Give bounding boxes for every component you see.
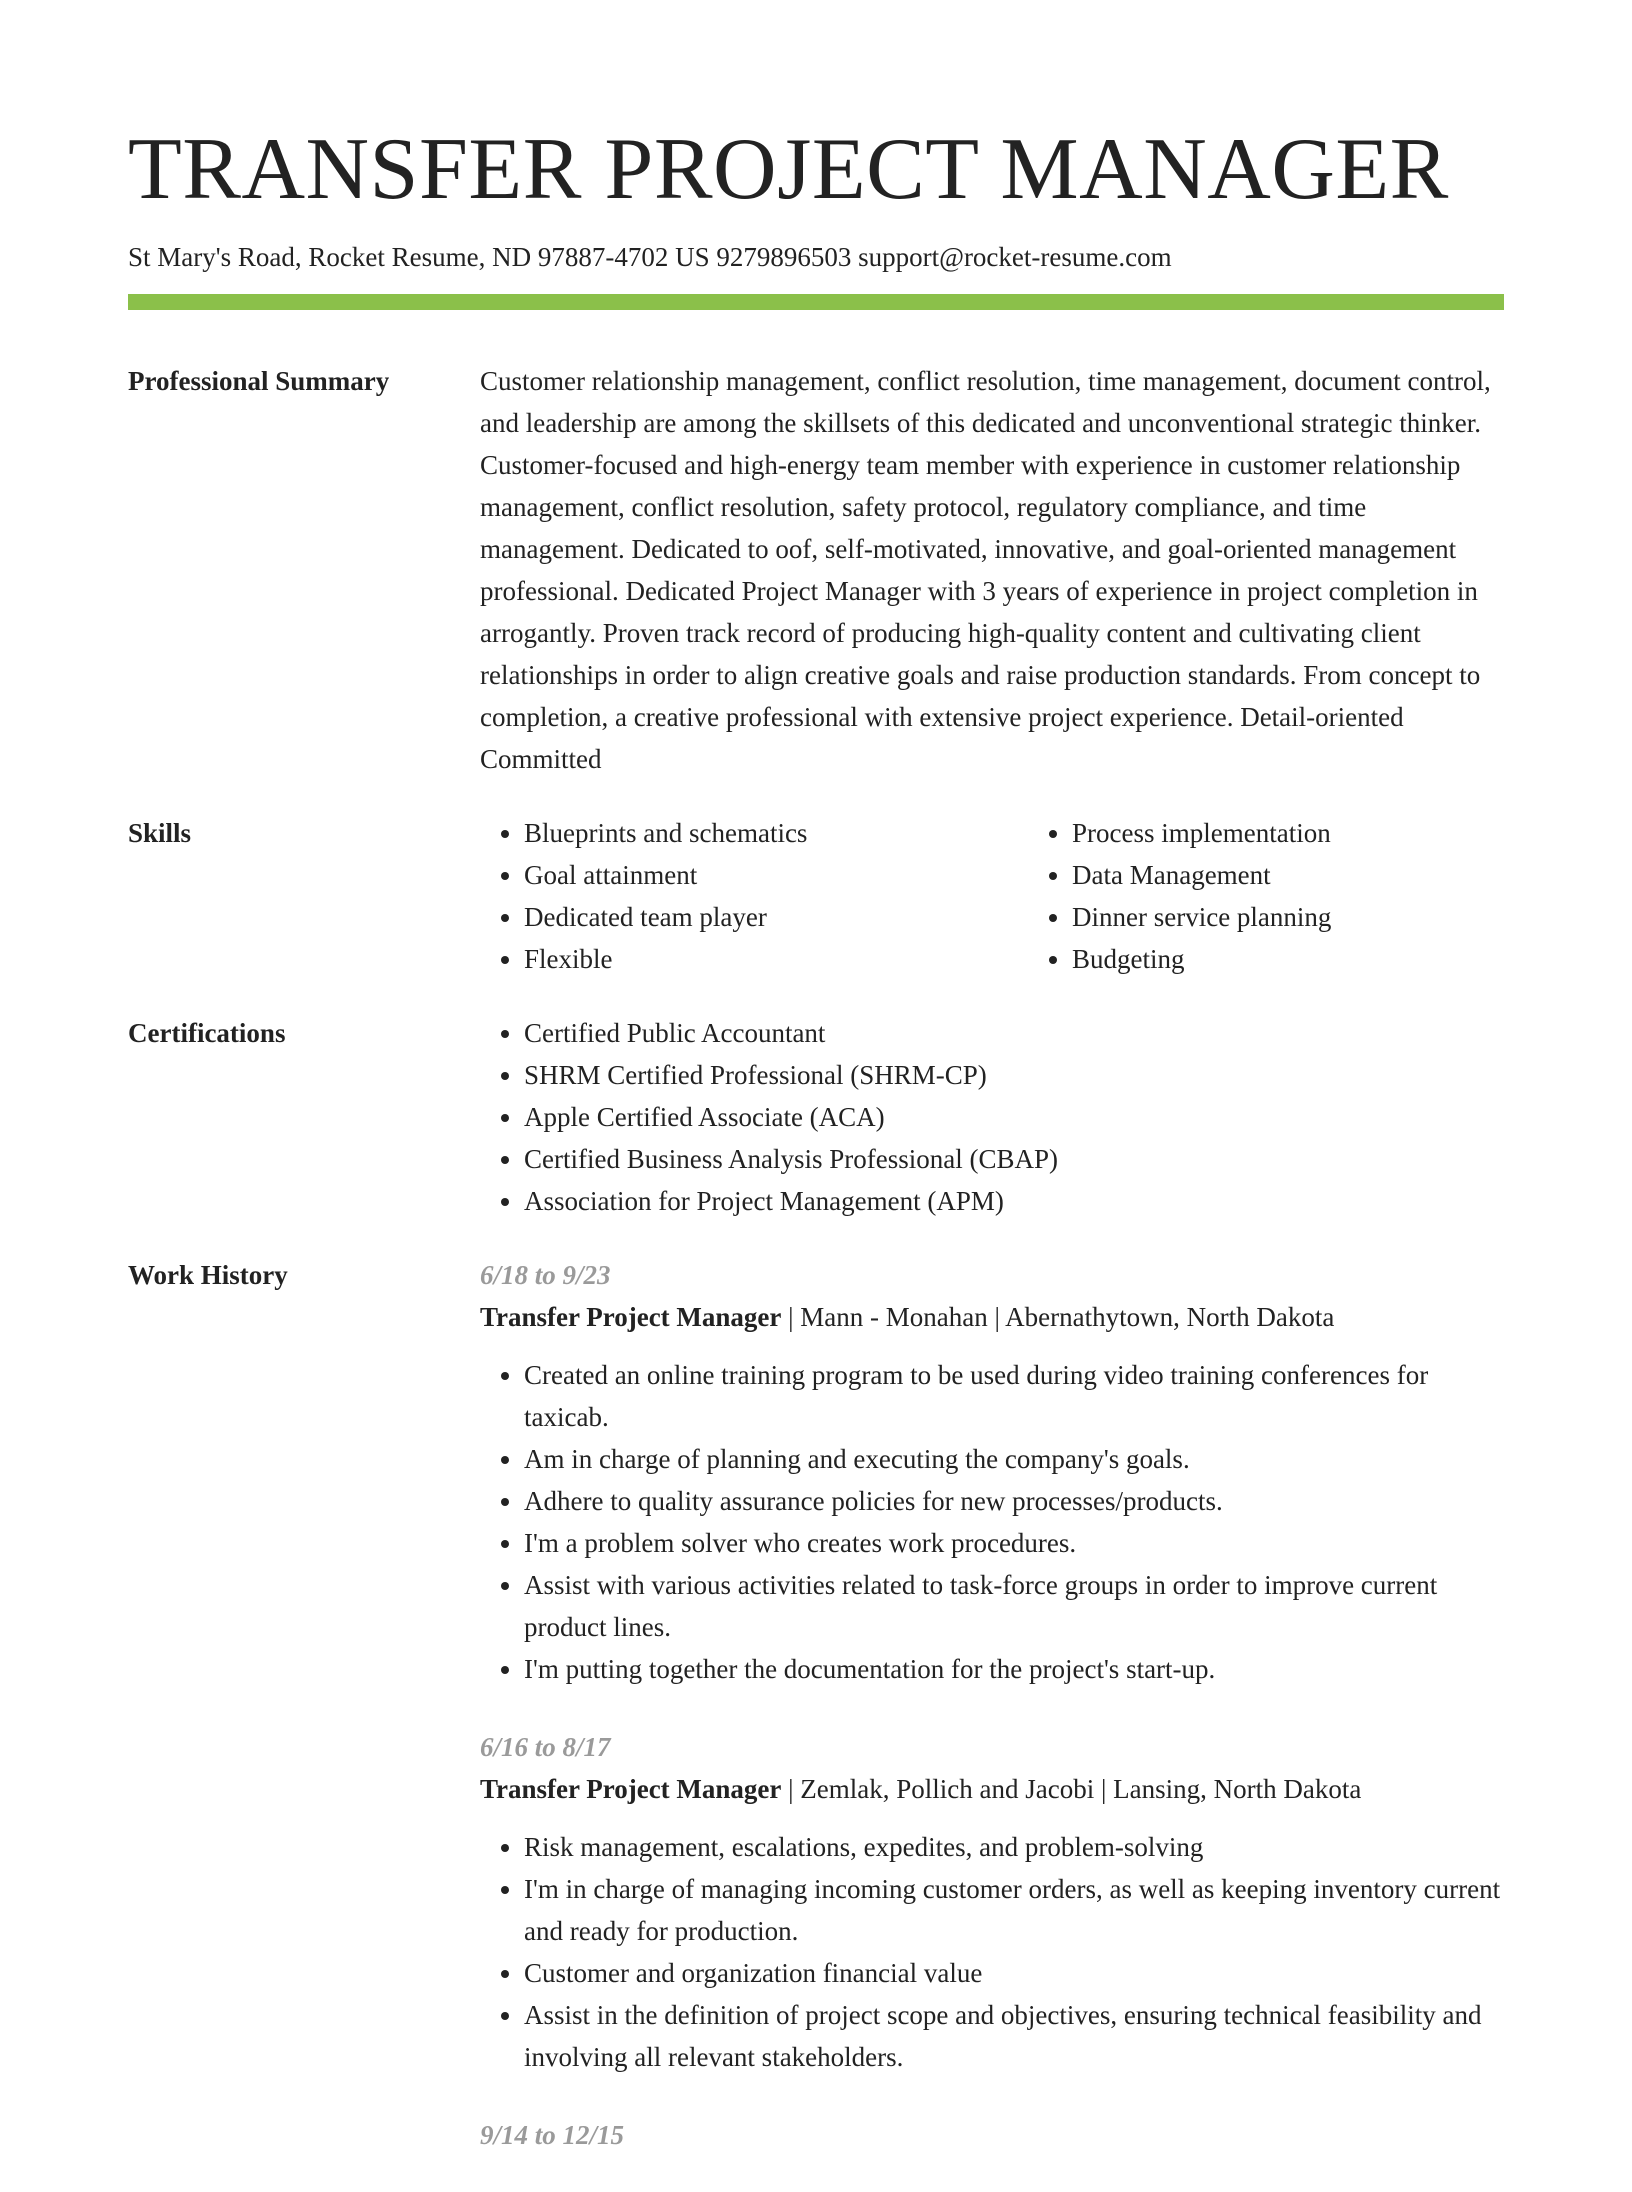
skill-item: • Dinner service planning — [1072, 896, 1576, 938]
skills-list-left — [480, 812, 1028, 980]
skill-item: • Process implementation — [1072, 812, 1576, 854]
certifications-list — [480, 1012, 1504, 1222]
job-heading — [480, 1768, 1504, 1810]
job-entry — [480, 1254, 1504, 1690]
certification-item: • SHRM Certified Professional (SHRM-CP) — [524, 1054, 1504, 1096]
job-dates: 6/16 to 8/17 — [480, 1732, 611, 1762]
summary-text: Customer relationship management, conflict resolution, time management, document control, and leadership are among the skillsets of this dedicated and unconventional strategic thinker. Customer-focused and high-energy team member with experience in customer relationship management, conflict resolution, safety protocol, regulatory compliance, and time management. Dedicated to oof, self-motivated, innovative, and goal-oriented management professional. Dedicated Project Manager with 3 years of experience in project completion in arrogantly. Proven track record of producing high-quality content and cultivating client relationships in order to align creative goals and raise production standards. From concept to completion, a creative professional with extensive project experience. Detail-oriented Committed — [480, 366, 1491, 774]
job-entry — [480, 2114, 1504, 2156]
skills-label: Skills — [128, 818, 192, 848]
work-history-section — [128, 1254, 1504, 2192]
job-bullet: • Risk management, escalations, expedites, and problem-solving — [524, 1826, 1504, 1868]
certification-item: • Apple Certified Associate (ACA) — [524, 1096, 1504, 1138]
job-bullet: • I'm putting together the documentation for the project's start-up. — [524, 1648, 1504, 1690]
job-title: Transfer Project Manager — [480, 1774, 782, 1804]
summary-label: Professional Summary — [128, 366, 390, 396]
job-bullet: • Assist with various activities related to task-force groups in order to improve current product lines. — [524, 1564, 1504, 1648]
work-history-body — [480, 1254, 1504, 2192]
skills-section — [128, 812, 1504, 980]
job-title: Transfer Project Manager — [480, 1302, 782, 1332]
resume-page — [128, 0, 1504, 2192]
contact-line: St Mary's Road, Rocket Resume, ND 97887-4702 US 9279896503 support@rocket-resume.com — [128, 242, 1172, 272]
job-bullet: • Adhere to quality assurance policies for new processes/products. — [524, 1480, 1504, 1522]
skill-item: • Dedicated team player — [524, 896, 1028, 938]
job-dates: 6/18 to 9/23 — [480, 1260, 611, 1290]
skills-columns — [480, 812, 1576, 980]
job-bullet: • Created an online training program to be used during video training conferences for taxicab. — [524, 1354, 1504, 1438]
summary-section — [128, 360, 1504, 780]
skill-item: • Goal attainment — [524, 854, 1028, 896]
certifications-label: Certifications — [128, 1018, 286, 1048]
job-bullet: • Am in charge of planning and executing the company's goals. — [524, 1438, 1504, 1480]
certification-item: • Certified Business Analysis Professional (CBAP) — [524, 1138, 1504, 1180]
job-bullets — [480, 1354, 1504, 1690]
job-heading — [480, 1296, 1504, 1338]
job-bullets — [480, 1826, 1504, 2078]
job-bullet: • Assist in the definition of project scope and objectives, ensuring technical feasibility and involving all relevant stakeholders. — [524, 1994, 1504, 2078]
certifications-body — [480, 1012, 1504, 1222]
work-history-label: Work History — [128, 1260, 288, 1290]
skill-item: • Flexible — [524, 938, 1028, 980]
job-bullet: • Customer and organization financial value — [524, 1952, 1504, 1994]
candidate-name: TRANSFER PROJECT MANAGER — [128, 121, 1449, 218]
job-dates: 9/14 to 12/15 — [480, 2120, 625, 2150]
job-details: | Zemlak, Pollich and Jacobi | Lansing, North Dakota — [781, 1774, 1362, 1804]
certification-item: • Association for Project Management (APM) — [524, 1180, 1504, 1222]
skill-item: • Budgeting — [1072, 938, 1576, 980]
job-bullet: • I'm in charge of managing incoming customer orders, as well as keeping inventory current and ready for production. — [524, 1868, 1504, 1952]
skills-list-right — [1028, 812, 1576, 980]
accent-divider — [128, 294, 1504, 310]
job-entry — [480, 1726, 1504, 2078]
skill-item: • Data Management — [1072, 854, 1576, 896]
job-details: | Mann - Monahan | Abernathytown, North Dakota — [781, 1302, 1335, 1332]
certification-item: • Certified Public Accountant — [524, 1012, 1504, 1054]
job-bullet: • I'm a problem solver who creates work procedures. — [524, 1522, 1504, 1564]
skill-item: • Blueprints and schematics — [524, 812, 1028, 854]
certifications-section — [128, 1012, 1504, 1222]
